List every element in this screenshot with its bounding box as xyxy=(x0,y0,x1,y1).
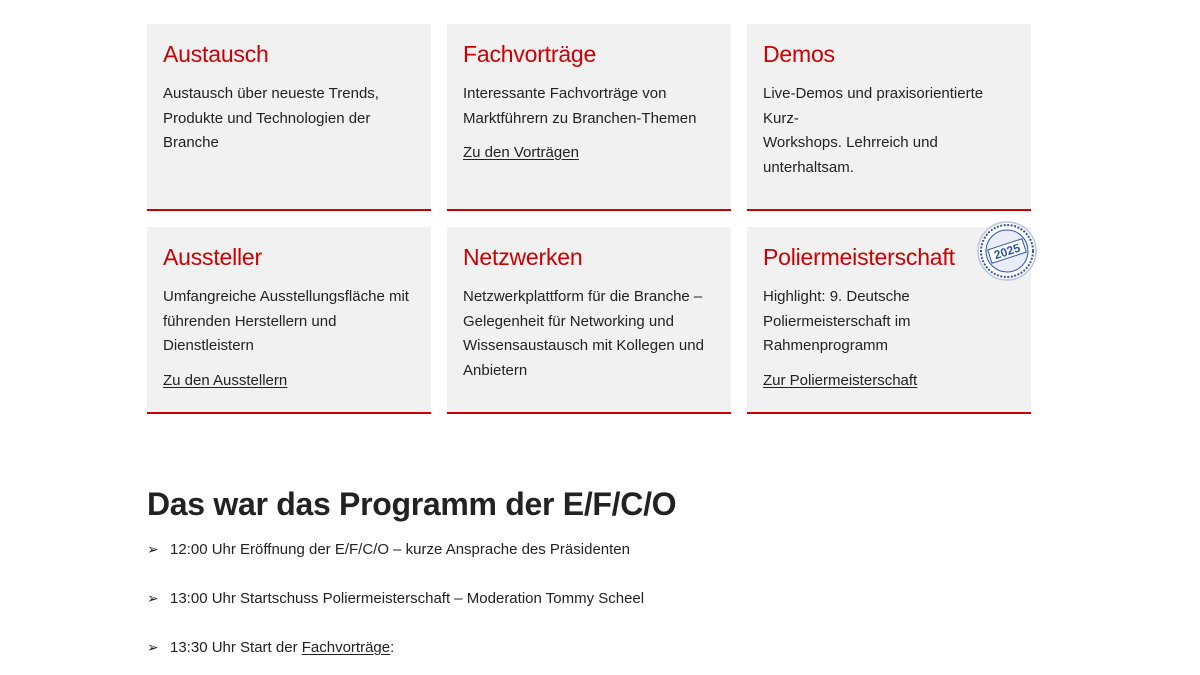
card-austausch xyxy=(147,24,431,211)
program-item-suffix: : xyxy=(390,639,395,656)
card-description xyxy=(163,285,415,359)
arrow-bullet-icon: ➢ xyxy=(147,542,159,558)
card-title: Poliermeisterschaft xyxy=(763,244,955,270)
card-line: Dienstleistern xyxy=(163,337,254,354)
card-line: Marktführern zu Branchen-Themen xyxy=(463,109,697,127)
card-line: Rahmenprogramm xyxy=(763,337,889,354)
card-line: Live-Demos und praxisorientierte Kurz- xyxy=(763,85,984,127)
program-item-text xyxy=(170,636,394,660)
card-line: Umfangreiche Ausstellungsfläche mit xyxy=(163,288,409,305)
program-item-text: 13:00 Uhr Startschuss Poliermeisterschaft – Moderation Tommy Scheel xyxy=(170,590,645,607)
card-poliermeisterschaft xyxy=(747,227,1031,414)
card-description xyxy=(763,285,1015,359)
card-netzwerken xyxy=(447,227,731,414)
vortraege-link[interactable]: Zu den Vorträgen xyxy=(463,144,579,161)
card-line: Wissensaustausch mit Kollegen und xyxy=(463,337,704,354)
card-line: Poliermeisterschaft im xyxy=(763,312,911,330)
card-description xyxy=(163,82,415,156)
card-description xyxy=(763,82,1015,180)
card-line: unterhaltsam. xyxy=(763,158,854,176)
card-aussteller xyxy=(147,227,431,414)
badge-year: 2025 xyxy=(992,240,1023,263)
card-title: Netzwerken xyxy=(463,244,583,270)
program-item xyxy=(147,636,644,660)
aussteller-link[interactable]: Zu den Ausstellern xyxy=(163,371,288,389)
card-title: Demos xyxy=(763,41,835,67)
card-line: Workshops. Lehrreich und xyxy=(763,134,938,151)
card-line: Branche xyxy=(163,134,219,151)
program-list xyxy=(147,538,644,675)
card-line: Anbietern xyxy=(463,361,528,379)
card-description xyxy=(463,82,715,131)
card-line: Netzwerkplattform für die Branche – xyxy=(463,288,703,305)
feature-grid xyxy=(147,24,1030,414)
card-line: Interessante Fachvorträge von xyxy=(463,85,667,102)
seal-badge-icon xyxy=(977,221,1037,281)
card-line: führenden Herstellern und xyxy=(163,312,337,330)
card-line: Austausch über neueste Trends, xyxy=(163,85,379,102)
card-line: Gelegenheit für Networking und xyxy=(463,312,674,330)
card-demos xyxy=(747,24,1031,211)
program-item-text: 12:00 Uhr Eröffnung der E/F/C/O – kurze Ansprache des Präsidenten xyxy=(170,541,630,558)
card-fachvortraege xyxy=(447,24,731,211)
fachvortraege-link[interactable]: Fachvorträge xyxy=(301,639,391,656)
card-line: Produkte und Technologien der xyxy=(163,109,371,127)
arrow-bullet-icon: ➢ xyxy=(147,640,159,656)
section-title: Das war das Programm der E/F/C/O xyxy=(147,486,677,522)
program-item xyxy=(147,587,644,611)
program-item-prefix: 13:30 Uhr Start der xyxy=(170,639,302,656)
poliermeisterschaft-link[interactable]: Zur Poliermeisterschaft xyxy=(763,371,918,389)
card-description xyxy=(463,285,715,383)
card-title: Aussteller xyxy=(163,244,262,270)
card-line: Highlight: 9. Deutsche xyxy=(763,288,910,305)
card-title: Fachvorträge xyxy=(463,41,597,67)
arrow-bullet-icon: ➢ xyxy=(147,591,159,607)
program-item xyxy=(147,538,644,562)
card-title: Austausch xyxy=(163,41,269,67)
